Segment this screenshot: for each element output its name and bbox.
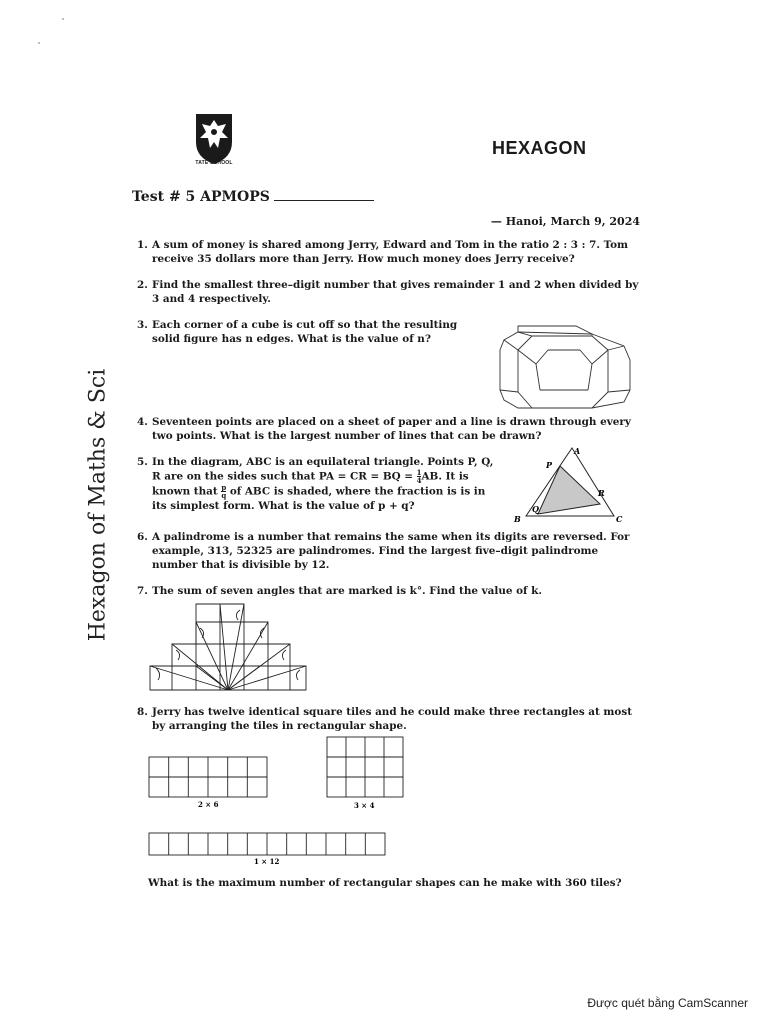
scan-speck	[38, 42, 40, 44]
question-text: Find the smallest three–digit number that gives remainder 1 and 2 when divided by 3 and 4 respectively.	[152, 279, 639, 305]
grid-label-3x4: 3 × 4	[354, 801, 375, 810]
test-title-text: Test # 5 APMOPS	[132, 189, 270, 205]
question-8	[137, 705, 642, 733]
school-name: TATE SCHOOL	[195, 160, 233, 166]
question-8-final: What is the maximum number of rectangular shapes can he make with 360 tiles?	[148, 877, 622, 889]
label-b: B	[514, 514, 521, 524]
truncated-cube-diagram	[496, 320, 636, 412]
school-crest-icon	[192, 112, 236, 166]
question-number: 5.	[137, 456, 148, 468]
question-text: of ABC is shaded, where the fraction is is in its simplest form. What is the value of p + q?	[152, 485, 486, 512]
test-title	[132, 189, 374, 205]
question-text: AB. It is known that	[152, 470, 469, 498]
question-text: The sum of seven angles that are marked is k°. Find the value of k.	[152, 585, 542, 597]
label-c: C	[616, 514, 623, 524]
fraction-numerator: p	[221, 483, 227, 492]
question-number: 3.	[137, 319, 148, 331]
angles-staircase-diagram	[148, 600, 308, 694]
question-7	[137, 584, 642, 598]
scan-speck	[62, 18, 64, 20]
question-number: 2.	[137, 279, 148, 291]
question-text: In the diagram, ABC is an equilateral triangle. Points P, Q, R are on the sides such that PA = CR = BQ =	[152, 456, 494, 483]
question-4	[137, 415, 642, 443]
grid-label-1x12: 1 × 12	[254, 857, 280, 866]
triangle-diagram	[510, 442, 630, 526]
name-blank-line	[274, 200, 374, 201]
question-2	[137, 278, 642, 306]
sidebar-watermark	[72, 368, 124, 642]
question-3	[137, 318, 482, 346]
question-5	[137, 455, 502, 513]
fraction-denominator: q	[221, 491, 227, 500]
label-a: A	[574, 446, 581, 456]
question-text: Seventeen points are placed on a sheet of paper and a line is drawn through every two points. What is the largest number of lines that can be drawn?	[152, 416, 631, 442]
question-text: A palindrome is a number that remains the same when its digits are reversed. For example, 313, 52325 are palindromes. Find the largest five–digit palindrome number that is divisible by 12.	[152, 531, 630, 571]
brand-logo: HEXAGON	[492, 138, 587, 158]
tile-grid-2x6	[148, 756, 270, 810]
question-text: Each corner of a cube is cut off so that the resulting solid figure has n edges. What is the value of n?	[152, 319, 458, 345]
tile-grid-1x12	[148, 832, 388, 866]
question-1	[137, 238, 642, 266]
tile-grid-3x4	[326, 736, 406, 812]
scanner-watermark: Được quét bằng CamScanner	[587, 996, 748, 1010]
sidebar-text: Hexagon of Maths & Sci	[85, 368, 111, 642]
question-number: 1.	[137, 239, 148, 251]
question-text: A sum of money is shared among Jerry, Edward and Tom in the ratio 2 : 3 : 7. Tom receive 35 dollars more than Jerry. How much money does Jerry receive?	[152, 239, 629, 265]
test-date: — Hanoi, March 9, 2024	[490, 215, 640, 228]
fraction-denominator: 4	[416, 476, 422, 485]
fraction-numerator: 1	[416, 468, 422, 477]
question-number: 7.	[137, 585, 148, 597]
grid-label-2x6: 2 × 6	[198, 800, 219, 809]
question-6	[137, 530, 642, 572]
question-text: Jerry has twelve identical square tiles and he could make three rectangles at most by arranging the tiles in rectangular shape.	[152, 706, 633, 732]
label-q: Q	[532, 504, 539, 514]
label-p: P	[546, 460, 553, 470]
question-number: 6.	[137, 531, 148, 543]
question-number: 4.	[137, 416, 148, 428]
question-number: 8.	[137, 706, 148, 718]
label-r: R	[598, 488, 605, 498]
